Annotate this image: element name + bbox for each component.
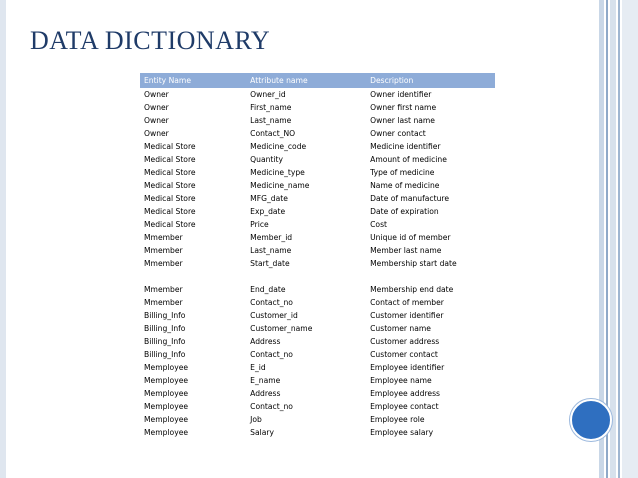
attribute-name-cell: Last_name xyxy=(250,246,292,255)
attribute-name-cell: Contact_NO xyxy=(250,129,296,138)
table-row xyxy=(140,296,495,309)
attribute-name-cell: E_id xyxy=(250,363,266,372)
table-row xyxy=(140,348,495,361)
table-header-row xyxy=(140,73,495,88)
entity-name-cell: Billing_Info xyxy=(144,337,186,346)
description-cell: Customer contact xyxy=(370,350,438,359)
attribute-name-cell: Address xyxy=(250,337,281,346)
table-row xyxy=(140,205,495,218)
right-band-decoration xyxy=(610,0,616,478)
entity-name-cell: Medical Store xyxy=(144,194,196,203)
description-cell: Employee identifier xyxy=(370,363,445,372)
entity-name-cell: Memployee xyxy=(144,415,189,424)
table-row xyxy=(140,231,495,244)
attribute-name-cell xyxy=(246,270,366,283)
table-row xyxy=(140,127,495,140)
navigation-circle-button[interactable] xyxy=(570,399,612,441)
attribute-name-cell: First_name xyxy=(250,103,292,112)
description-cell: Employee contact xyxy=(370,402,439,411)
right-band-decoration xyxy=(622,0,638,478)
description-cell: Customer address xyxy=(370,337,440,346)
entity-name-cell: Mmember xyxy=(144,298,183,307)
entity-name-cell: Mmember xyxy=(144,233,183,242)
entity-name-cell: Memployee xyxy=(144,402,189,411)
table-row xyxy=(140,387,495,400)
attribute-name-cell: Exp_date xyxy=(250,207,286,216)
attribute-name-cell: Contact_no xyxy=(250,298,293,307)
attribute-name-cell: MFG_date xyxy=(250,194,288,203)
table-row xyxy=(140,166,495,179)
attribute-name-cell: Medicine_code xyxy=(250,142,307,151)
table-row xyxy=(140,140,495,153)
entity-name-cell: Memployee xyxy=(144,363,189,372)
header-entity-name: Entity Name xyxy=(140,73,246,88)
description-cell: Name of medicine xyxy=(370,181,440,190)
attribute-name-cell: Owner_id xyxy=(250,90,286,99)
entity-name-cell xyxy=(140,270,246,283)
attribute-name-cell: Customer_id xyxy=(250,311,298,320)
entity-name-cell: Owner xyxy=(144,129,169,138)
description-cell: Employee name xyxy=(370,376,432,385)
description-cell: Customer identifier xyxy=(370,311,444,320)
description-cell: Date of expiration xyxy=(370,207,439,216)
table-row xyxy=(140,101,495,114)
left-border-decoration xyxy=(0,0,6,478)
right-band-decoration xyxy=(618,0,620,478)
attribute-name-cell: Contact_no xyxy=(250,402,293,411)
description-cell: Customer name xyxy=(370,324,431,333)
attribute-name-cell: Job xyxy=(250,415,262,424)
description-cell: Amount of medicine xyxy=(370,155,447,164)
table-row xyxy=(140,335,495,348)
table-row xyxy=(140,244,495,257)
table-row xyxy=(140,361,495,374)
slide-title: DATA DICTIONARY xyxy=(30,26,271,55)
entity-name-cell: Memployee xyxy=(144,428,189,437)
entity-name-cell: Billing_Info xyxy=(144,324,186,333)
attribute-name-cell: Quantity xyxy=(250,155,283,164)
attribute-name-cell: Address xyxy=(250,389,281,398)
table-row xyxy=(140,426,495,439)
description-cell: Employee role xyxy=(370,415,425,424)
table-row xyxy=(140,114,495,127)
attribute-name-cell: Customer_name xyxy=(250,324,313,333)
table-row xyxy=(140,218,495,231)
description-cell: Membership start date xyxy=(370,259,457,268)
header-description: Description xyxy=(366,73,495,88)
description-cell: Contact of member xyxy=(370,298,444,307)
entity-name-cell: Owner xyxy=(144,116,169,125)
attribute-name-cell: Medicine_type xyxy=(250,168,305,177)
header-attribute-name: Attribute name xyxy=(246,73,366,88)
data-dictionary-table xyxy=(140,73,495,439)
table-row xyxy=(140,270,495,283)
table-row xyxy=(140,88,495,101)
description-cell: Owner first name xyxy=(370,103,437,112)
table-row xyxy=(140,322,495,335)
table-row xyxy=(140,309,495,322)
description-cell: Employee address xyxy=(370,389,440,398)
table-body xyxy=(140,88,495,439)
description-cell: Date of manufacture xyxy=(370,194,450,203)
entity-name-cell: Owner xyxy=(144,90,169,99)
entity-name-cell: Medical Store xyxy=(144,155,196,164)
table-row xyxy=(140,400,495,413)
attribute-name-cell: Medicine_name xyxy=(250,181,310,190)
table-row xyxy=(140,257,495,270)
entity-name-cell: Billing_Info xyxy=(144,350,186,359)
attribute-name-cell: E_name xyxy=(250,376,281,385)
attribute-name-cell: Contact_no xyxy=(250,350,293,359)
description-cell: Membership end date xyxy=(370,285,454,294)
table-row xyxy=(140,283,495,296)
entity-name-cell: Mmember xyxy=(144,246,183,255)
entity-name-cell: Medical Store xyxy=(144,207,196,216)
entity-name-cell: Mmember xyxy=(144,259,183,268)
description-cell: Owner last name xyxy=(370,116,435,125)
table-row xyxy=(140,192,495,205)
description-cell: Type of medicine xyxy=(370,168,435,177)
table-row xyxy=(140,374,495,387)
entity-name-cell: Mmember xyxy=(144,285,183,294)
description-cell: Unique id of member xyxy=(370,233,451,242)
description-cell: Owner identifier xyxy=(370,90,432,99)
description-cell: Member last name xyxy=(370,246,442,255)
entity-name-cell: Billing_Info xyxy=(144,311,186,320)
description-cell: Cost xyxy=(370,220,388,229)
table-row xyxy=(140,153,495,166)
description-cell: Medicine identifier xyxy=(370,142,441,151)
table-row xyxy=(140,413,495,426)
description-cell: Employee salary xyxy=(370,428,434,437)
entity-name-cell: Medical Store xyxy=(144,168,196,177)
description-cell: Owner contact xyxy=(370,129,426,138)
attribute-name-cell: Member_id xyxy=(250,233,293,242)
attribute-name-cell: Last_name xyxy=(250,116,292,125)
attribute-name-cell: Salary xyxy=(250,428,275,437)
entity-name-cell: Owner xyxy=(144,103,169,112)
entity-name-cell: Medical Store xyxy=(144,142,196,151)
attribute-name-cell: End_date xyxy=(250,285,286,294)
entity-name-cell: Medical Store xyxy=(144,220,196,229)
entity-name-cell: Medical Store xyxy=(144,181,196,190)
entity-name-cell: Memployee xyxy=(144,389,189,398)
entity-name-cell: Memployee xyxy=(144,376,189,385)
attribute-name-cell: Start_date xyxy=(250,259,290,268)
table-row xyxy=(140,179,495,192)
description-cell xyxy=(366,270,495,283)
attribute-name-cell: Price xyxy=(250,220,269,229)
